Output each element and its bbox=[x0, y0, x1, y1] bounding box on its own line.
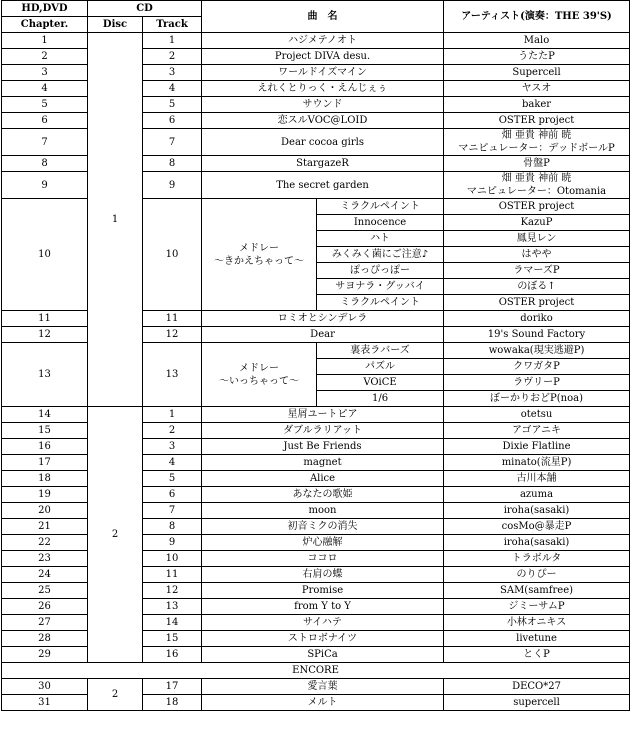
song-cell: SPiCa bbox=[202, 647, 444, 663]
chapter-cell: 11 bbox=[2, 311, 88, 327]
chapter-cell: 1 bbox=[2, 33, 88, 49]
table-row bbox=[2, 407, 630, 423]
artist-cell: のぼる↑ bbox=[444, 279, 630, 295]
chapter-cell: 26 bbox=[2, 599, 88, 615]
artist-cell: ヤスオ bbox=[444, 81, 630, 97]
medley-song-cell: VOiCE bbox=[317, 375, 444, 391]
chapter-cell: 19 bbox=[2, 487, 88, 503]
song-cell: 右肩の蝶 bbox=[202, 567, 444, 583]
track-cell: 3 bbox=[143, 65, 202, 81]
song-cell: ロミオとシンデレラ bbox=[202, 311, 444, 327]
artist-cell: 19's Sound Factory bbox=[444, 327, 630, 343]
artist-cell: 鳳見レン bbox=[444, 231, 630, 247]
song-cell: Project DIVA desu. bbox=[202, 49, 444, 65]
medley-label-line-1: メドレー bbox=[239, 242, 280, 254]
track-cell: 1 bbox=[143, 407, 202, 423]
track-cell: 12 bbox=[143, 583, 202, 599]
track-cell: 3 bbox=[143, 439, 202, 455]
chapter-cell: 18 bbox=[2, 471, 88, 487]
medley-song-cell: パズル bbox=[317, 359, 444, 375]
track-cell: 8 bbox=[143, 519, 202, 535]
medley-song-cell: ミラクルペイント bbox=[317, 199, 444, 215]
chapter-cell: 16 bbox=[2, 439, 88, 455]
song-cell: 初音ミクの消失 bbox=[202, 519, 444, 535]
song-cell: ココロ bbox=[202, 551, 444, 567]
table-row bbox=[2, 679, 630, 695]
medley-song-cell: ミラクルペイント bbox=[317, 295, 444, 311]
track-cell: 16 bbox=[143, 647, 202, 663]
artist-cell: Dixie Flatline bbox=[444, 439, 630, 455]
song-cell: moon bbox=[202, 503, 444, 519]
chapter-cell: 7 bbox=[2, 129, 88, 156]
header-song: 曲 名 bbox=[202, 1, 444, 33]
header-chapter: Chapter. bbox=[2, 17, 88, 33]
track-cell: 7 bbox=[143, 129, 202, 156]
artist-cell: SAM(samfree) bbox=[444, 583, 630, 599]
chapter-cell: 10 bbox=[2, 199, 88, 311]
track-cell: 6 bbox=[143, 487, 202, 503]
artist-cell: iroha(sasaki) bbox=[444, 535, 630, 551]
track-cell: 5 bbox=[143, 471, 202, 487]
track-cell: 2 bbox=[143, 49, 202, 65]
track-cell: 4 bbox=[143, 455, 202, 471]
track-cell: 4 bbox=[143, 81, 202, 97]
artist-cell: iroha(sasaki) bbox=[444, 503, 630, 519]
song-cell: magnet bbox=[202, 455, 444, 471]
chapter-cell: 21 bbox=[2, 519, 88, 535]
artist-cell: DECO*27 bbox=[444, 679, 630, 695]
artist-cell: OSTER project bbox=[444, 113, 630, 129]
setlist-table bbox=[1, 0, 630, 711]
medley-label bbox=[202, 343, 317, 407]
song-cell: ストロボナイツ bbox=[202, 631, 444, 647]
song-cell: 炉心融解 bbox=[202, 535, 444, 551]
artist-cell: OSTER project bbox=[444, 199, 630, 215]
track-cell: 11 bbox=[143, 567, 202, 583]
track-cell: 18 bbox=[143, 695, 202, 711]
chapter-cell: 27 bbox=[2, 615, 88, 631]
track-cell: 9 bbox=[143, 535, 202, 551]
track-cell: 7 bbox=[143, 503, 202, 519]
chapter-cell: 22 bbox=[2, 535, 88, 551]
artist-cell: クワガタP bbox=[444, 359, 630, 375]
song-cell: Alice bbox=[202, 471, 444, 487]
track-cell: 13 bbox=[143, 599, 202, 615]
track-cell: 10 bbox=[143, 199, 202, 311]
artist-cell: wowaka(現実逃避P) bbox=[444, 343, 630, 359]
song-cell: あなたの歌姫 bbox=[202, 487, 444, 503]
song-cell: Promise bbox=[202, 583, 444, 599]
header-track: Track bbox=[143, 17, 202, 33]
chapter-cell: 29 bbox=[2, 647, 88, 663]
song-cell: StargazeR bbox=[202, 156, 444, 172]
artist-cell: KazuP bbox=[444, 215, 630, 231]
header-cd-group: CD bbox=[88, 1, 202, 17]
setlist-body bbox=[2, 1, 630, 711]
song-cell: ワールドイズマイン bbox=[202, 65, 444, 81]
track-cell: 9 bbox=[143, 172, 202, 199]
medley-label-line-1: メドレー bbox=[239, 362, 280, 374]
chapter-cell: 17 bbox=[2, 455, 88, 471]
artist-cell: otetsu bbox=[444, 407, 630, 423]
medley-song-cell: Innocence bbox=[317, 215, 444, 231]
medley-song-cell: みくみく菌にご注意♪ bbox=[317, 247, 444, 263]
song-cell: 恋スルVOC@LOID bbox=[202, 113, 444, 129]
header-artist: アーティスト(演奏：THE 39'S) bbox=[444, 1, 630, 33]
artist-cell: ジミーサムP bbox=[444, 599, 630, 615]
track-cell: 14 bbox=[143, 615, 202, 631]
artist-cell: ラマーズP bbox=[444, 263, 630, 279]
artist-cell: うたたP bbox=[444, 49, 630, 65]
chapter-cell: 13 bbox=[2, 343, 88, 407]
artist-cell: livetune bbox=[444, 631, 630, 647]
song-cell: えれくとりっく・えんじぇぅ bbox=[202, 81, 444, 97]
artist-cell: ぼーかりおどP(noa) bbox=[444, 391, 630, 407]
track-cell: 1 bbox=[143, 33, 202, 49]
artist-cell: トラボルタ bbox=[444, 551, 630, 567]
chapter-cell: 9 bbox=[2, 172, 88, 199]
artist-cell: supercell bbox=[444, 695, 630, 711]
artist-cell: はやや bbox=[444, 247, 630, 263]
song-cell: Dear bbox=[202, 327, 444, 343]
song-cell: Dear cocoa girls bbox=[202, 129, 444, 156]
chapter-cell: 5 bbox=[2, 97, 88, 113]
medley-song-cell: 1/6 bbox=[317, 391, 444, 407]
artist-line-2: マニピュレーター：Otomania bbox=[466, 186, 607, 197]
artist-line-1: 畑 亜貴 神前 暁 bbox=[501, 173, 572, 184]
track-cell: 8 bbox=[143, 156, 202, 172]
chapter-cell: 14 bbox=[2, 407, 88, 423]
song-cell: 星屑ユートピア bbox=[202, 407, 444, 423]
track-cell: 10 bbox=[143, 551, 202, 567]
chapter-cell: 20 bbox=[2, 503, 88, 519]
table-row bbox=[2, 33, 630, 49]
track-cell: 15 bbox=[143, 631, 202, 647]
track-cell: 2 bbox=[143, 423, 202, 439]
medley-song-cell: ぽっぴっぽー bbox=[317, 263, 444, 279]
chapter-cell: 28 bbox=[2, 631, 88, 647]
artist-cell: OSTER project bbox=[444, 295, 630, 311]
chapter-cell: 24 bbox=[2, 567, 88, 583]
chapter-cell: 30 bbox=[2, 679, 88, 695]
chapter-cell: 8 bbox=[2, 156, 88, 172]
song-cell: サウンド bbox=[202, 97, 444, 113]
song-cell: Just Be Friends bbox=[202, 439, 444, 455]
header-disc: Disc bbox=[88, 17, 143, 33]
disc-cell: 2 bbox=[88, 407, 143, 663]
track-cell: 13 bbox=[143, 343, 202, 407]
song-cell: from Y to Y bbox=[202, 599, 444, 615]
disc-cell: 2 bbox=[88, 679, 143, 711]
chapter-cell: 2 bbox=[2, 49, 88, 65]
chapter-cell: 25 bbox=[2, 583, 88, 599]
chapter-cell: 6 bbox=[2, 113, 88, 129]
medley-label-line-2: ～いっちゃって～ bbox=[219, 375, 300, 387]
medley-song-cell: ハト bbox=[317, 231, 444, 247]
encore-row bbox=[2, 663, 630, 679]
artist-cell: Supercell bbox=[444, 65, 630, 81]
header-chapter-group: HD,DVD bbox=[2, 1, 88, 17]
chapter-cell: 15 bbox=[2, 423, 88, 439]
artist-cell: Malo bbox=[444, 33, 630, 49]
track-cell: 12 bbox=[143, 327, 202, 343]
artist-cell: アゴアニキ bbox=[444, 423, 630, 439]
song-cell: サイハテ bbox=[202, 615, 444, 631]
track-cell: 5 bbox=[143, 97, 202, 113]
artist-cell: doriko bbox=[444, 311, 630, 327]
artist-cell: minato(流星P) bbox=[444, 455, 630, 471]
song-cell: ハジメテノオト bbox=[202, 33, 444, 49]
artist-cell bbox=[444, 129, 630, 156]
chapter-cell: 4 bbox=[2, 81, 88, 97]
medley-song-cell: サヨナラ・グッバイ bbox=[317, 279, 444, 295]
artist-cell: のりぴー bbox=[444, 567, 630, 583]
artist-cell: baker bbox=[444, 97, 630, 113]
medley-label-line-2: ～きかえちゃって～ bbox=[214, 255, 305, 267]
header-row-1 bbox=[2, 1, 630, 17]
song-cell: ダブルラリアット bbox=[202, 423, 444, 439]
track-cell: 6 bbox=[143, 113, 202, 129]
medley-song-cell: 裏表ラバーズ bbox=[317, 343, 444, 359]
artist-cell: 古川本舗 bbox=[444, 471, 630, 487]
medley-label bbox=[202, 199, 317, 311]
artist-line-2: マニピュレーター：デッドボールP bbox=[458, 143, 615, 154]
chapter-cell: 31 bbox=[2, 695, 88, 711]
chapter-cell: 23 bbox=[2, 551, 88, 567]
artist-cell: azuma bbox=[444, 487, 630, 503]
chapter-cell: 12 bbox=[2, 327, 88, 343]
artist-line-1: 畑 亜貴 神前 暁 bbox=[501, 130, 572, 141]
artist-cell bbox=[444, 172, 630, 199]
track-cell: 11 bbox=[143, 311, 202, 327]
song-cell: 愛言葉 bbox=[202, 679, 444, 695]
artist-cell: 小林オニキス bbox=[444, 615, 630, 631]
artist-cell: 骨盤P bbox=[444, 156, 630, 172]
chapter-cell: 3 bbox=[2, 65, 88, 81]
artist-cell: とくP bbox=[444, 647, 630, 663]
artist-cell: ラヴリーP bbox=[444, 375, 630, 391]
song-cell: メルト bbox=[202, 695, 444, 711]
artist-cell: cosMo@暴走P bbox=[444, 519, 630, 535]
encore-label: ENCORE bbox=[2, 663, 630, 679]
track-cell: 17 bbox=[143, 679, 202, 695]
song-cell: The secret garden bbox=[202, 172, 444, 199]
disc-cell: 1 bbox=[88, 33, 143, 407]
